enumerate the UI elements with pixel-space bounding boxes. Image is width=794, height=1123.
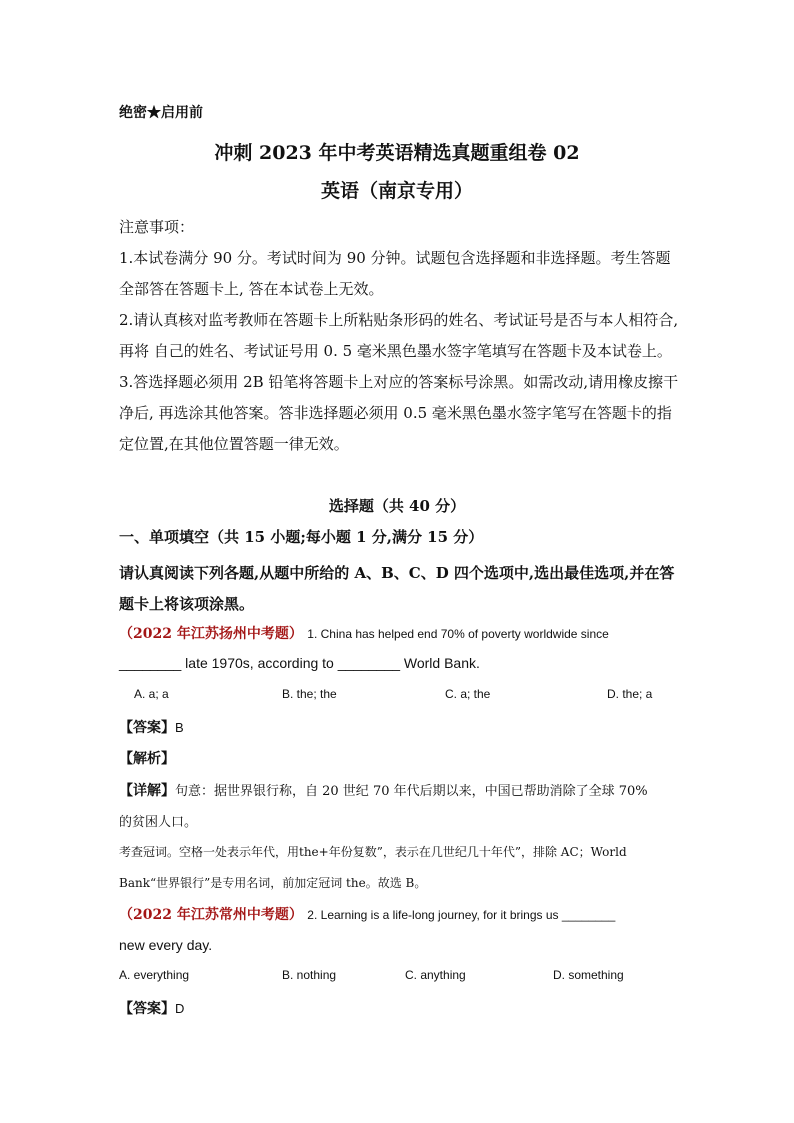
q1-detail-line-2: 的贫困人口。 xyxy=(119,815,198,830)
notes-block xyxy=(119,212,679,460)
question-1-stem-line-2: ________ late 1970s, according to ________ World Bank. xyxy=(119,655,480,671)
q2-option-a: A. everything xyxy=(119,968,190,982)
q1-answer-tag: 【答案】 xyxy=(119,720,175,736)
note-item-2: 2.请认真核对监考教师在答题卡上所粘贴条形码的姓名、考试证号是否与本人相符合,再将 自己的姓名、考试证号用 0. 5 毫米黑色墨水签字笔填写在答题卡及本试卷上。 xyxy=(119,311,679,360)
exam-subtitle: 英语（南京专用） xyxy=(320,180,473,202)
question-2-source: （2022 年江苏常州中考题） xyxy=(119,907,303,923)
q1-answer-line xyxy=(119,717,184,737)
q1-detail-line-4: Bank“世界银行”是专用名词，前加定冠词 the。故选 B。 xyxy=(119,876,427,890)
q1-detail-tag: 【详解】 xyxy=(119,783,175,799)
question-2-line-1 xyxy=(119,904,615,924)
q1-detail-line-3: 考查冠词。空格一处表示年代，用the+年份复数”，表示在几世纪几十年代”，排除 AC；World xyxy=(119,845,627,859)
notes-heading: 注意事项： xyxy=(119,218,195,236)
q1-answer-value: B xyxy=(175,720,184,735)
question-2-stem-line-2: new every day. xyxy=(119,937,213,953)
q1-option-b: B. the; the xyxy=(282,687,337,701)
section-title: 选择题（共 40 分） xyxy=(328,497,466,515)
q1-option-c: C. a; the xyxy=(445,687,491,701)
note-item-3: 3.答选择题必须用 2B 铅笔将答题卡上对应的答案标号涂黑。如需改动,请用橡皮擦干净后, 再选涂其他答案。答非选择题必须用 0.5 毫米黑色墨水签字笔写在答题卡的指定位置,在其他位置答题一律无效。 xyxy=(119,373,679,453)
q1-detail-text-1: 句意：据世界银行称，自 20 世纪 70 年代后期以来，中国已帮助消除了全球 70% xyxy=(175,784,648,799)
part-title: 一、单项填空（共 15 小题;每小题 1 分,满分 15 分） xyxy=(119,528,484,546)
note-item-1: 1.本试卷满分 90 分。考试时间为 90 分钟。试题包含选择题和非选择题。考生答题全部答在答题卡上, 答在本试卷上无效。 xyxy=(119,249,671,298)
part-instruction: 请认真阅读下列各题,从题中所给的 A、B、C、D 四个选项中,选出最佳选项,并在答题卡上将该项涂黑。 xyxy=(119,564,675,613)
q2-option-c: C. anything xyxy=(405,968,466,982)
question-1-line-1 xyxy=(119,623,609,643)
q2-answer-line xyxy=(119,998,184,1018)
q2-option-d: D. something xyxy=(553,968,624,982)
confidential-label: 绝密★启用前 xyxy=(119,105,203,121)
question-2-stem: 2. Learning is a life-long journey, for it brings us ________ xyxy=(307,908,616,922)
q1-detail-line-1 xyxy=(119,780,648,800)
q2-option-b: B. nothing xyxy=(282,968,337,982)
question-1-source: （2022 年江苏扬州中考题） xyxy=(119,626,303,642)
q2-answer-value: D xyxy=(175,1001,185,1016)
q1-option-d: D. the; a xyxy=(607,687,653,701)
q1-option-a: A. a; a xyxy=(134,687,169,701)
q1-analysis-tag: 【解析】 xyxy=(119,751,175,767)
q2-answer-tag: 【答案】 xyxy=(119,1001,175,1017)
question-1-stem: 1. China has helped end 70% of poverty worldwide since xyxy=(307,627,609,641)
exam-title: 冲刺 2023 年中考英语精选真题重组卷 02 xyxy=(214,142,580,164)
